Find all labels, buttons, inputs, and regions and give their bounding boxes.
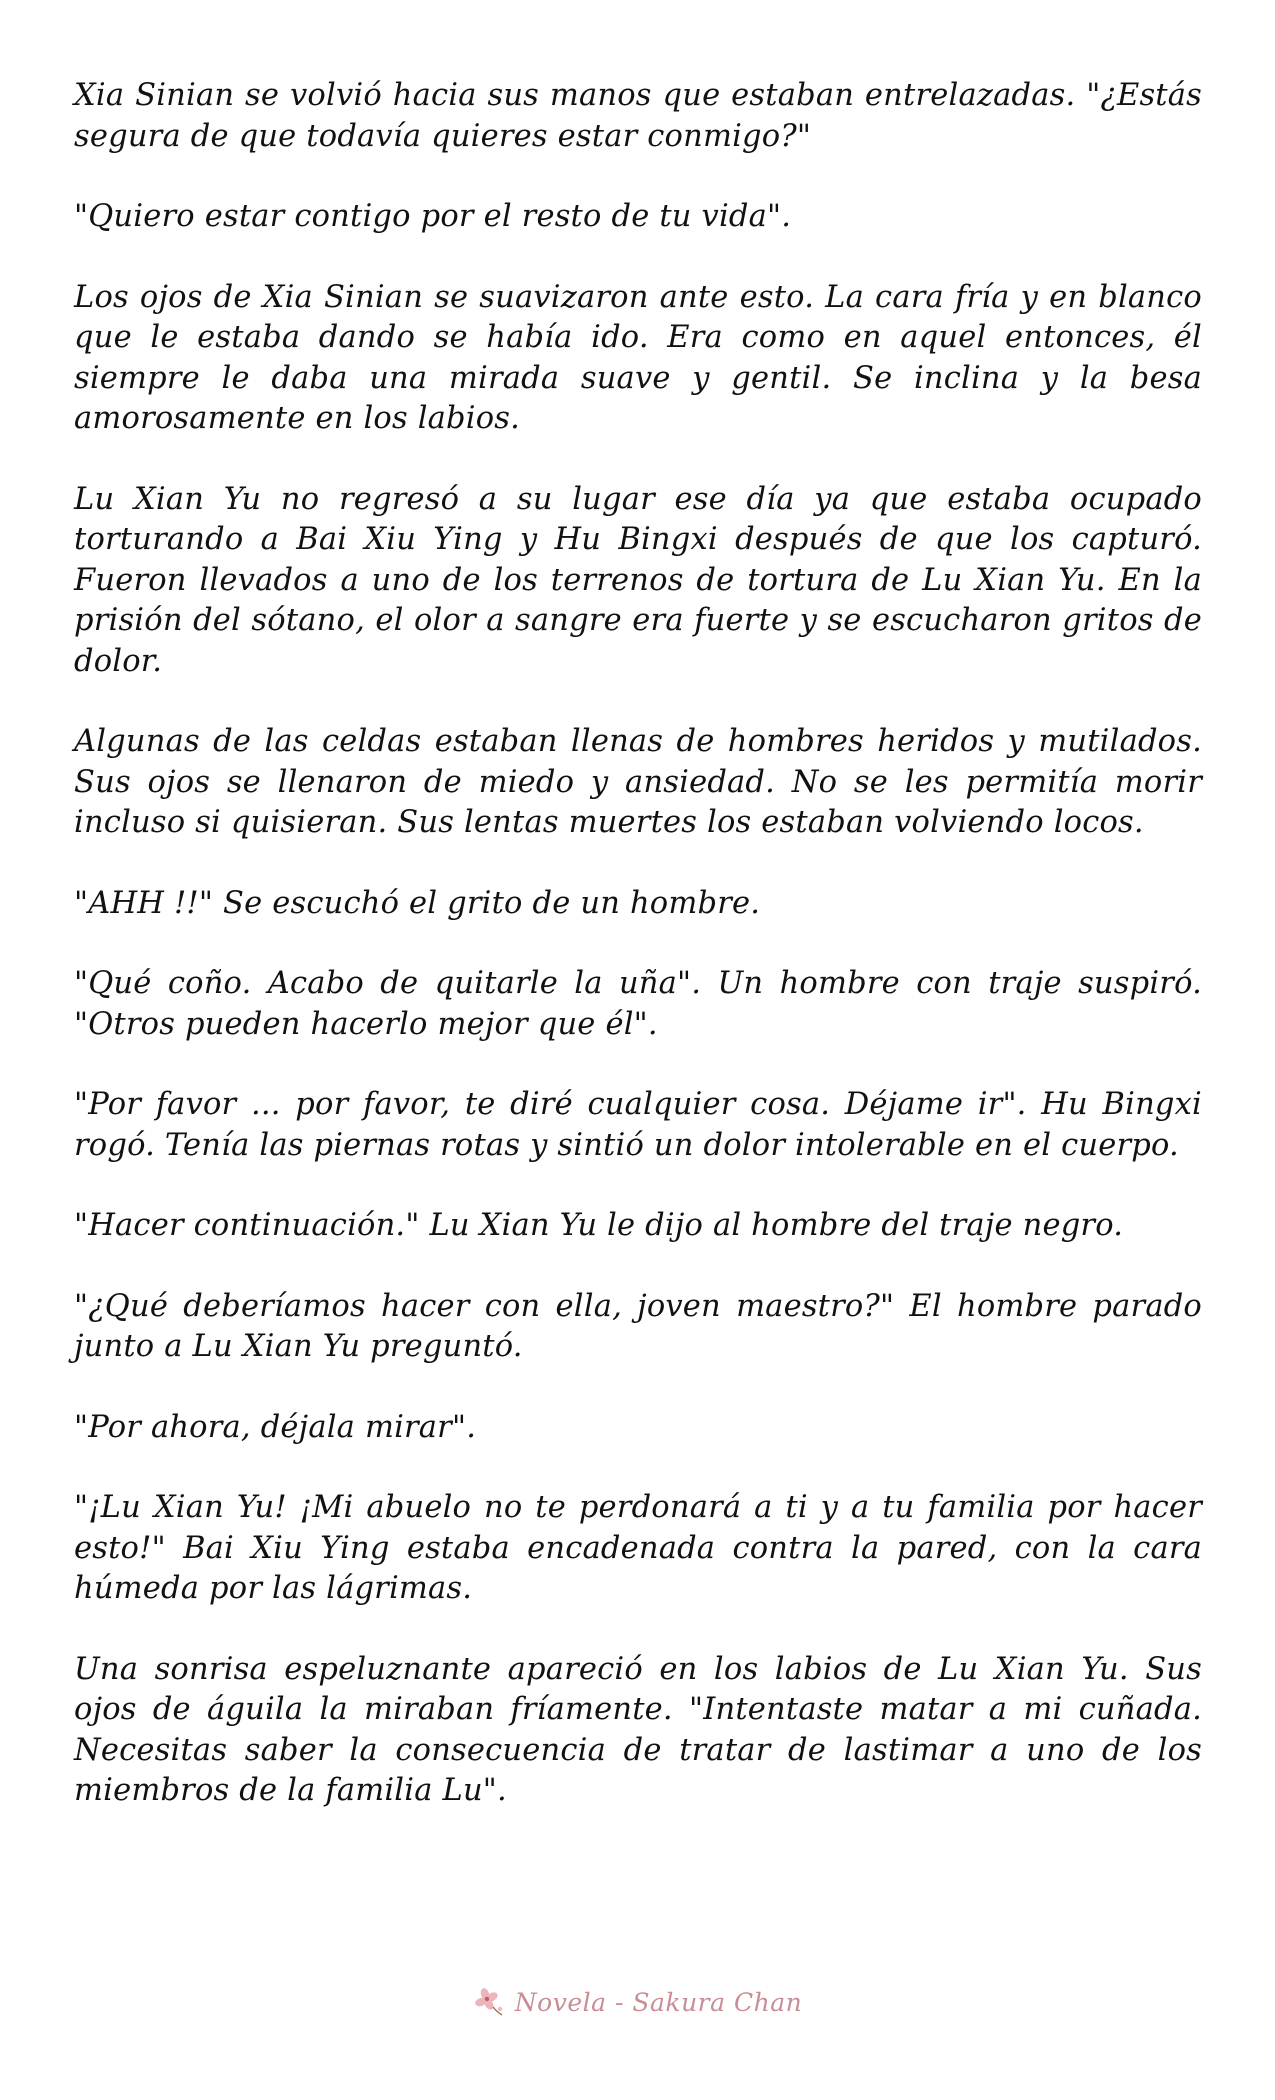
paragraph: "Hacer continuación." Lu Xian Yu le dijo al hombre del traje negro.: [74, 1208, 1124, 1243]
paragraph: Una sonrisa espeluznante apareció en los labios de Lu Xian Yu. Sus ojos de águila la miraban fríamente. "Intentaste matar a mi cuñada. Necesitas saber la consecuencia de tratar de lastimar a uno de los miembros de la familia Lu".: [74, 1651, 1202, 1808]
paragraph: Los ojos de Xia Sinian se suavizaron ante esto. La cara fría y en blanco que le estaba dando se había ido. Era como en aquel entonces, él siempre le daba una mirada suave y gentil. Se inclina y la besa amorosamente en los labios.: [74, 279, 1202, 436]
paragraph: "Qué coño. Acabo de quitarle la uña". Un hombre con traje suspiró. "Otros pueden hacerlo mejor que él".: [74, 966, 1202, 1042]
sakura-flower-icon: [473, 1985, 507, 2019]
watermark: [0, 1985, 1275, 2019]
paragraph: "¡Lu Xian Yu! ¡Mi abuelo no te perdonará a ti y a tu familia por hacer esto!" Bai Xiu Ying estaba encadenada contra la pared, con la cara húmeda por las lágrimas.: [74, 1490, 1202, 1606]
paragraph: "AHH !!" Se escuchó el grito de un hombre.: [74, 885, 761, 921]
watermark-text: Novela - Sakura Chan: [514, 1987, 803, 2017]
paragraph: Xia Sinian se volvió hacia sus manos que estaban entrelazadas. "¿Estás segura de que todavía quieres estar conmigo?": [74, 78, 1202, 154]
paragraph: "Quiero estar contigo por el resto de tu vida".: [74, 199, 792, 234]
paragraph: Lu Xian Yu no regresó a su lugar ese día ya que estaba ocupado torturando a Bai Xiu Ying y Hu Bingxi después de que los capturó. Fueron llevados a uno de los terrenos de tortura de Lu Xian Yu. En la prisión del sótano, el olor a sangre era fuerte y se escucharon gritos de dolor.: [74, 481, 1202, 679]
paragraph: "¿Qué deberíamos hacer con ella, joven maestro?" El hombre parado junto a Lu Xian Yu preguntó.: [74, 1288, 1202, 1364]
paragraph: "Por favor ... por favor, te diré cualquier cosa. Déjame ir". Hu Bingxi rogó. Tenía las piernas rotas y sintió un dolor intolerable en el cuerpo.: [74, 1087, 1202, 1163]
document-body: [74, 76, 1202, 1852]
paragraph: Algunas de las celdas estaban llenas de hombres heridos y mutilados. Sus ojos se llenaron de miedo y ansiedad. No se les permitía morir incluso si quisieran. Sus lentas muertes los estaban volviendo locos.: [74, 724, 1202, 840]
paragraph: "Por ahora, déjala mirar".: [74, 1409, 477, 1445]
